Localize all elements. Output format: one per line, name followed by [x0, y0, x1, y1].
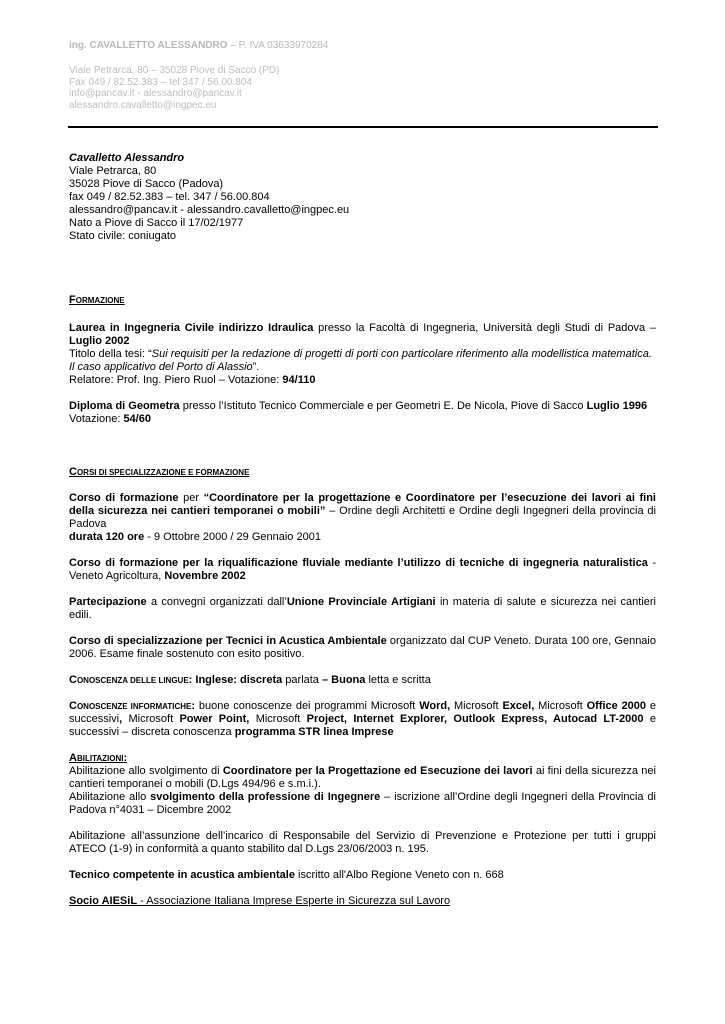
letterhead-title — [69, 40, 659, 51]
letterhead-pec: alessandro.cavalletto@ingpec.eu — [69, 99, 217, 111]
relatore-entry: Relatore: Prof. Ing. Piero Ruol – Votazione: 94/110 — [69, 374, 316, 386]
tecnico-acustica: Tecnico competente in acustica ambientale iscritto all'Albo Regione Veneto con n. 668 — [69, 869, 504, 881]
personal-info — [69, 152, 656, 243]
socio-aiesil: Socio AIESiL - Associazione Italiana Imprese Esperte in Sicurezza sul Lavoro — [69, 895, 451, 907]
personal-status: Stato civile: coniugato — [69, 230, 177, 242]
abilitazione-coordinatore: Abilitazione allo svolgimento di Coordinatore per la Progettazione ed Esecuzione dei lavori ai fini della sicurezza nei cantieri temporanei o mobili (D.Lgs 494/96 e s.m.i.). — [69, 765, 656, 790]
laurea-entry: Laurea in Ingegneria Civile indirizzo Idraulica presso la Facoltà di Ingegneria, Università degli Studi di Padova – Luglio 2002 — [69, 322, 656, 347]
letterhead-email: info@pancav.it - alessandro@pancav.it — [69, 88, 242, 99]
lingue-entry: CONOSCENZA DELLE LINGUE: Inglese: discreta parlata – Buona letta e scritta — [69, 674, 431, 686]
personal-phone: fax 049 / 82.52.383 – tel. 347 / 56.00.804 — [69, 191, 270, 203]
personal-birth: Nato a Piove di Sacco il 17/02/1977 — [69, 217, 244, 229]
corso-riqualificazione: Corso di formazione per la riqualificazione fluviale mediante l’utilizzo di tecniche di ingegneria naturalistica - Veneto Agricoltura, Novembre 2002 — [69, 557, 656, 582]
corso-coordinatore-durata: durata 120 ore - 9 Ottobre 2000 / 29 Gennaio 2001 — [69, 531, 321, 543]
corso-coordinatore: Corso di formazione per “Coordinatore per la progettazione e Coordinatore per l’esecuzione dei lavori ai fini della sicurezza nei cantieri temporanei o mobili” – Ordine degli Architetti e Ordine degli Ingegneri della provincia di Padova — [69, 492, 656, 530]
personal-name: Cavalletto Alessandro — [69, 152, 185, 164]
diploma-voto: Votazione: 54/60 — [69, 413, 151, 425]
cv-body — [69, 152, 656, 908]
abilitazioni-heading: ABILITAZIONI: — [69, 752, 128, 764]
letterhead-address: Viale Petrarca, 80 – 35028 Piove di Sacco (PD) — [69, 65, 280, 76]
section-heading-corsi: CORSI DI SPECIALIZZAZIONE E FORMAZIONE — [69, 466, 250, 478]
tesi-entry: Titolo della tesi: “Sui requisiti per la redazione di progetti di porti con particolare riferimento alla modellistica matematica. Il caso applicativo del Porto di Alassio”. — [69, 348, 652, 373]
abilitazione-rspp: Abilitazione all’assunzione dell’incarico di Responsabile del Servizio di Prevenzione e Protezione per tutti i gruppi ATECO (1-9) in conformità a quanto stabilito dal D.Lgs 23/06/2003 n. 195. — [69, 830, 656, 855]
partecipazione-convegni: Partecipazione a convegni organizzati dall’Unione Provinciale Artigiani in materia di salute e sicurezza nei cantieri edili. — [69, 596, 656, 621]
header-divider — [68, 126, 658, 128]
letterhead — [69, 40, 659, 111]
personal-city: 35028 Piove di Sacco (Padova) — [69, 178, 224, 190]
letterhead-name: ing. CAVALLETTO ALESSANDRO — [69, 40, 228, 51]
personal-address: Viale Petrarca, 80 — [69, 165, 157, 177]
diploma-entry: Diploma di Geometra presso l’Istituto Tecnico Commerciale e per Geometri E. De Nicola, Piove di Sacco Luglio 1996 — [69, 400, 648, 412]
abilitazione-ingegnere: Abilitazione allo svolgimento della professione di Ingegnere – iscrizione all’Ordine degli Ingegneri della Provincia di Padova n°4031 – Dicembre 2002 — [69, 791, 656, 816]
letterhead-phone: Fax 049 / 82.52.383 – tel 347 / 56.00.804 — [69, 76, 252, 88]
section-heading-formazione: FORMAZIONE — [69, 294, 125, 306]
informatica-entry: CONOSCENZE INFORMATICHE: buone conoscenze dei programmi Microsoft Word, Microsoft Excel, Microsoft Office 2000 e successivi, Microsoft Power Point, Microsoft Project, Internet Explorer, Outlook Express, Autocad LT-2000 e successivi – discreta conoscenza programma STR linea Imprese — [69, 700, 656, 738]
personal-email: alessandro@pancav.it - alessandro.cavalletto@ingpec.eu — [69, 204, 350, 216]
letterhead-vat: – P. IVA 03633970284 — [227, 40, 329, 51]
corso-acustica: Corso di specializzazione per Tecnici in Acustica Ambientale organizzato dal CUP Veneto. Durata 100 ore, Gennaio 2006. Esame finale sostenuto con esito positivo. — [69, 635, 656, 660]
